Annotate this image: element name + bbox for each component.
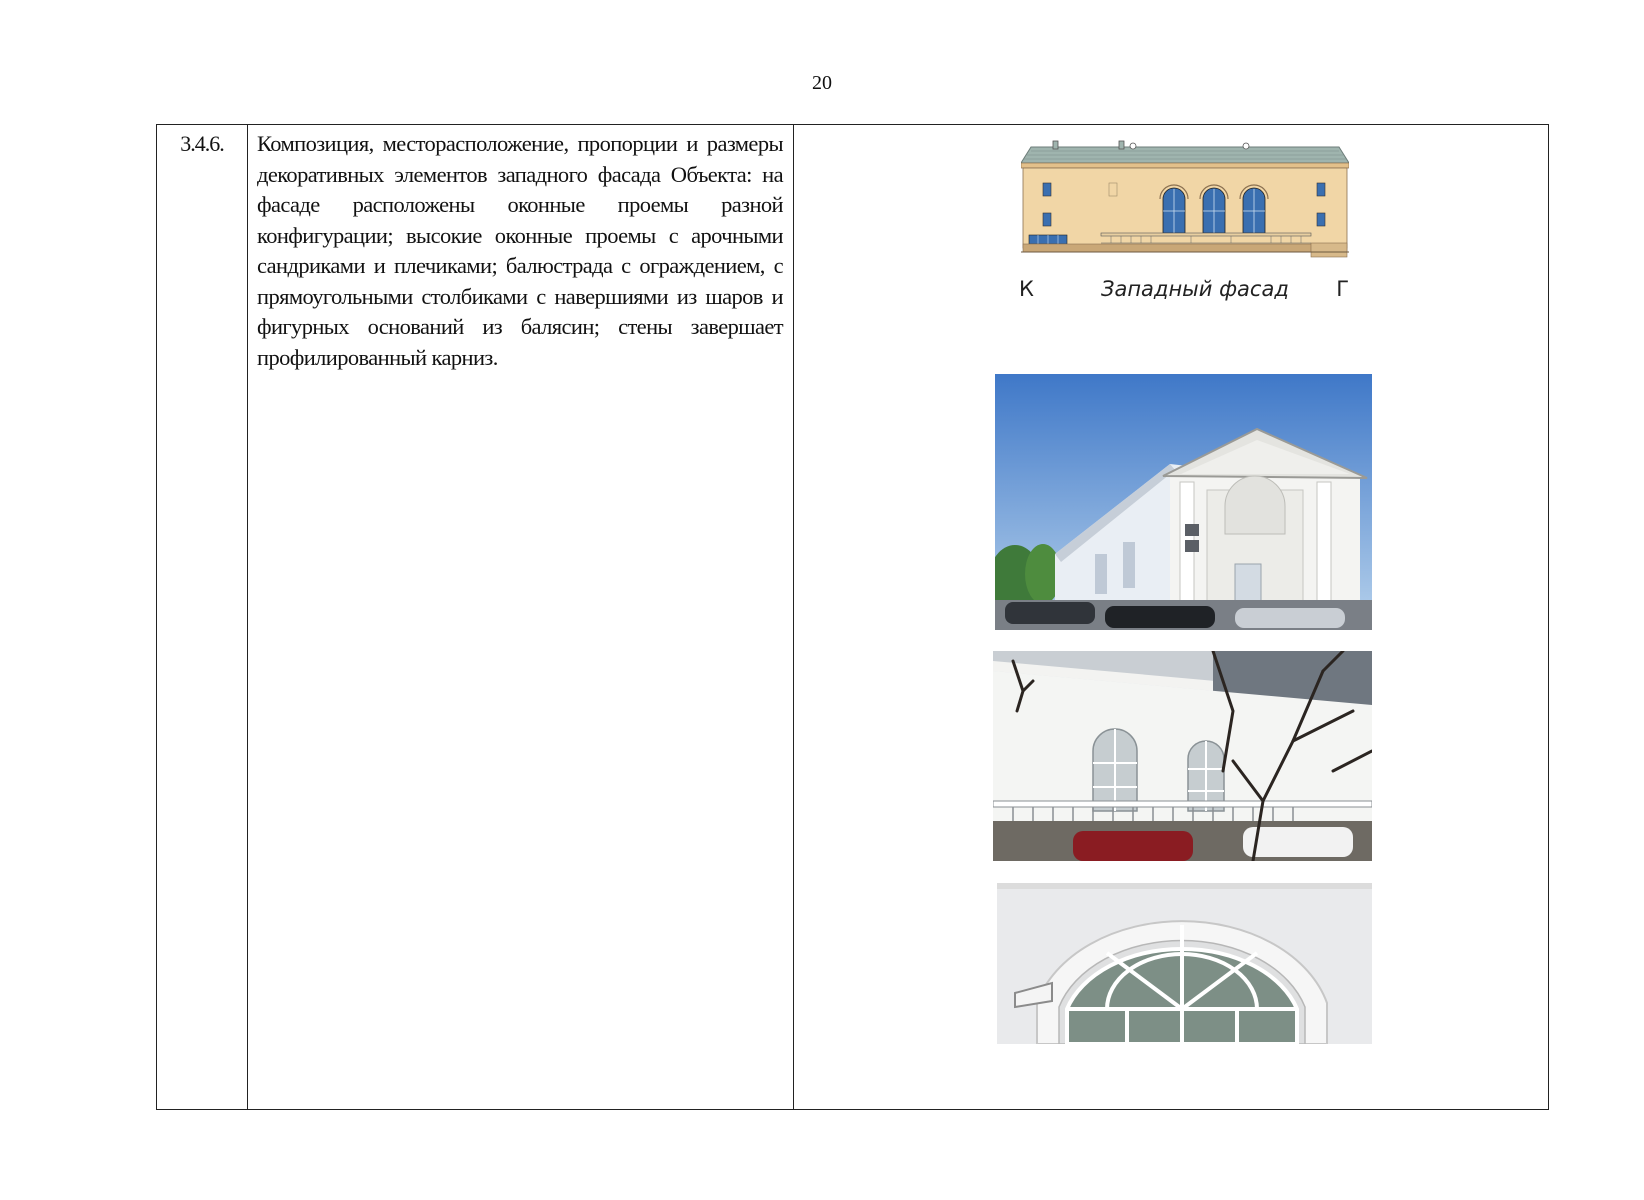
column-divider — [793, 125, 794, 1109]
row-number: 3.4.6. — [180, 131, 224, 156]
west-facade-drawing — [1021, 139, 1349, 265]
facade-elevation-svg — [1021, 139, 1349, 265]
facade-title: Западный фасад — [1101, 277, 1289, 301]
illustrations-cell — [795, 125, 1548, 1109]
facade-photo-pediment — [995, 374, 1372, 630]
facade-photo-arch-closeup — [997, 883, 1372, 1044]
description-table — [156, 124, 1549, 1110]
column-divider — [247, 125, 248, 1109]
row-description: Композиция, месторасположение, пропорции и размеры декоративных элементов западного фасада Объекта: на фасаде расположены оконные проемы разной конфигурации; высокие оконные проемы с арочными сандриками и плечиками; балюстрада с ограждением, с прямоугольными столбиками с навершиями из шаров и фигурных оснований из балясин; стены завершает профилированный карниз. — [257, 131, 783, 370]
facade-photo-arched-windows — [993, 651, 1372, 861]
axis-label-left: К — [1019, 277, 1034, 301]
facade-caption — [1019, 277, 1349, 309]
axis-label-right: Г — [1336, 277, 1349, 301]
page-number: 20 — [812, 72, 832, 94]
